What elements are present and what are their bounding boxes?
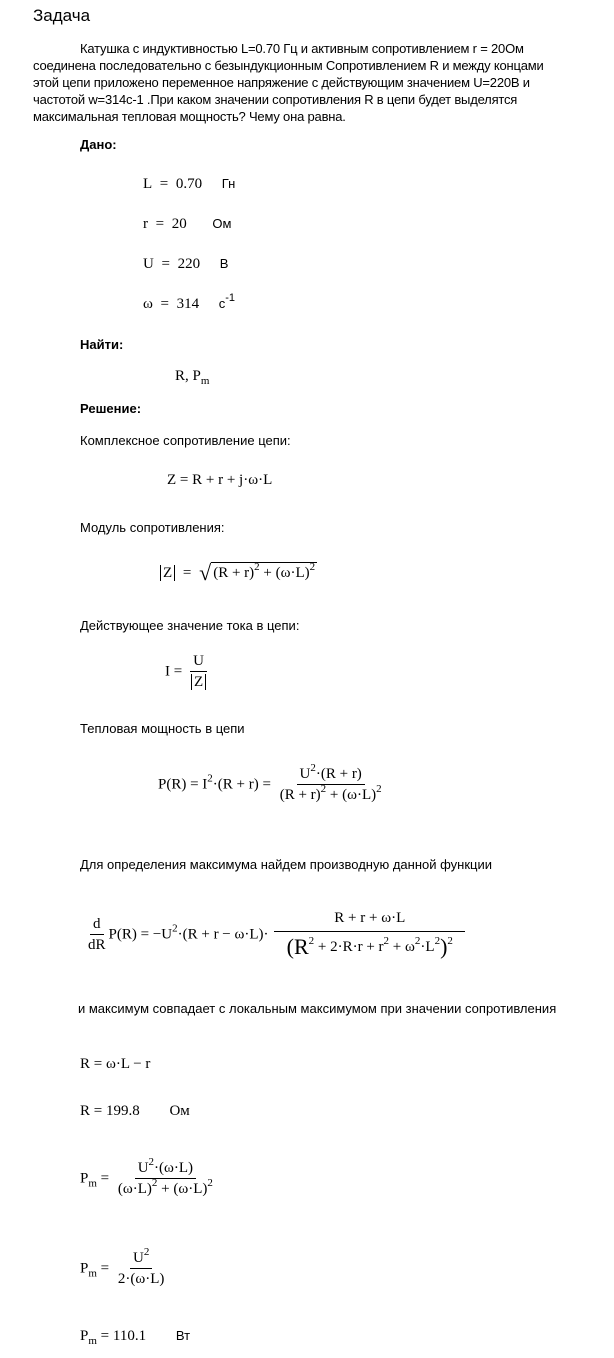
complex-formula: Z = R + r + j·ω·L — [167, 472, 273, 488]
given-omega: ω = 314 $c^{-1}$ — [143, 292, 235, 312]
given-r: r = 20 Ом — [143, 216, 232, 232]
solution-heading: Решение: — [80, 401, 142, 416]
power-label: Тепловая мощность в цепи — [80, 721, 245, 736]
problem-line: частотой w=314c-1 .При каком значении сопротивления R в цепи будет выделятся — [33, 92, 518, 107]
given-L: L = 0.70 Гн — [143, 176, 236, 192]
find-heading: Найти: — [80, 337, 124, 352]
max-label: и максимум совпадает с локальным максимумом при значении сопротивления — [78, 1001, 557, 1016]
modulus-label: Модуль сопротивления: — [80, 520, 225, 535]
problem-line: этой цепи приложено переменное напряжение с действующим значением U=220В и — [33, 75, 530, 90]
complex-label: Комплексное сопротивление цепи: — [80, 433, 291, 448]
modulus-formula: Z = √ $(R + r)^2 + (\omega\cdot L)^2$ — [160, 560, 317, 586]
r-result: R = 199.8 Ом — [80, 1103, 190, 1119]
problem-line: Катушка с индуктивностью L=0.70 Гц и активным сопротивлением r = 20Ом — [80, 41, 524, 56]
problem-line: максимальная тепловая мощность? Чему она равна. — [33, 109, 346, 124]
given-U: U = 220 В — [143, 256, 229, 272]
current-formula: I = $\frac{U}{Z}$ — [165, 653, 211, 691]
pm-result: $P_m = 110.1$ Вт — [80, 1328, 191, 1347]
pm-formula-1: $P_m$ = $\frac{U^2\cdot(\omega\cdot L)}{(\omega\cdot L)^2 + (\omega\cdot L)^2}$ — [80, 1156, 213, 1197]
problem-line: соединена последовательно с безындукционным Сопротивлением R и между концами — [33, 58, 544, 73]
find-expr: R, $P_m$ — [175, 368, 210, 387]
problem-text — [33, 40, 608, 125]
power-formula: $P(R) = I^2\cdot(R + r)$ = $\frac{U^2\cdot(R + r)}{(R + r)^2 + (\omega\cdot L)^2}$ — [158, 762, 382, 803]
pm-formula-2: $P_m$ = $\frac{U^2}{2\cdot(\omega\cdot L)}$ — [80, 1246, 165, 1287]
derivative-label: Для определения максимума найдем производную данной функции — [80, 857, 493, 872]
page-title: Задача — [33, 6, 91, 25]
derivative-formula: $\frac{d}{dR}$ $P(R) = -U^2\cdot(R + r - \omega\cdot L)\cdot$ $\frac{R + r + \omega\cdot L}{(R^2 + 2\cdot R\cdot r + r^2 + \omega^2\cdot L^2)^2}$ — [85, 910, 467, 960]
r-formula: R = ω·L − r — [80, 1056, 151, 1072]
current-label: Действующее значение тока в цепи: — [80, 618, 300, 633]
given-heading: Дано: — [80, 137, 117, 152]
